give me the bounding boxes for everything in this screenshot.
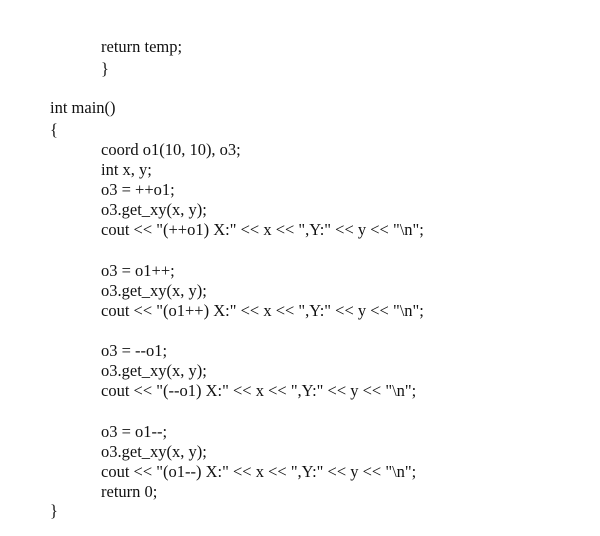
code-line: cout << "(++o1) X:" << x << ",Y:" << y << "\n"; <box>101 220 424 239</box>
code-line: o3.get_xy(x, y); <box>101 200 207 219</box>
code-line: cout << "(o1++) X:" << x << ",Y:" << y << "\n"; <box>101 301 424 320</box>
code-line: cout << "(o1--) X:" << x << ",Y:" << y << "\n"; <box>101 462 417 481</box>
code-line: } <box>101 59 109 78</box>
code-line: o3.get_xy(x, y); <box>101 281 207 300</box>
code-line: o3.get_xy(x, y); <box>101 442 207 461</box>
code-line: return temp; <box>101 37 183 56</box>
code-line: { <box>50 120 58 139</box>
code-line: coord o1(10, 10), o3; <box>101 140 241 159</box>
code-line: cout << "(--o1) X:" << x << ",Y:" << y << "\n"; <box>101 381 417 400</box>
code-line: o3 = ++o1; <box>101 180 175 199</box>
code-line: o3 = --o1; <box>101 341 168 360</box>
code-line: o3.get_xy(x, y); <box>101 361 207 380</box>
code-line: return 0; <box>101 482 158 501</box>
code-line: int x, y; <box>101 160 152 179</box>
code-line: o3 = o1++; <box>101 261 175 280</box>
code-line: } <box>50 501 58 520</box>
code-line: int main() <box>50 98 116 117</box>
code-line: o3 = o1--; <box>101 422 168 441</box>
